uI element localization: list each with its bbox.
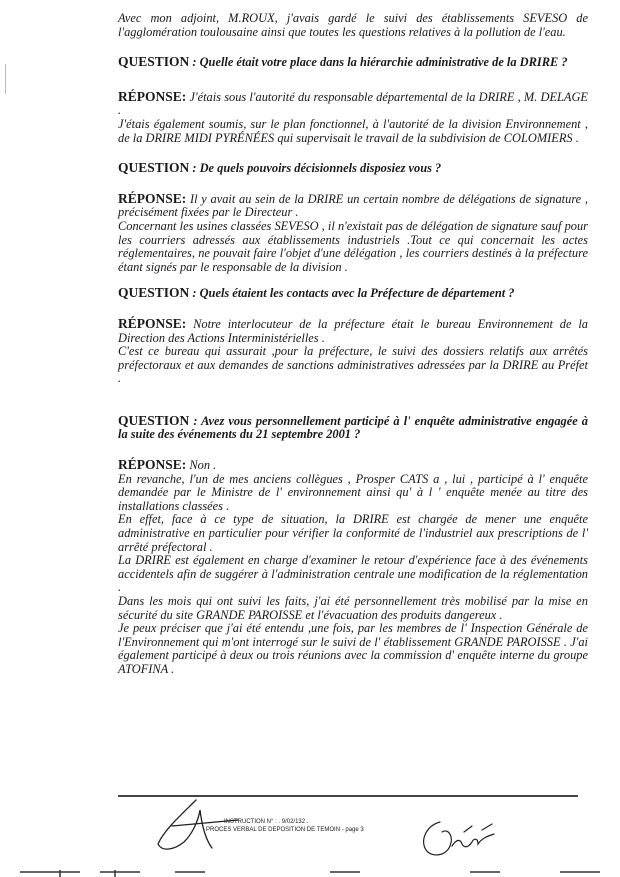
scan-edge-mark [5, 64, 6, 94]
answer-label: RÉPONSE: [118, 190, 187, 206]
answer-4-paragraph-5: Dans les mois qui ont suivi les faits, j'ai été personnellement très mobilisé par la mise en sécurité du site GRANDE PAROISSE et l'évacuation des produits dangereux . [118, 594, 588, 622]
answer-1-text-1: J'étais sous l'autorité du responsable départemental de la DRIRE , M. DELAGE . [118, 89, 588, 118]
witness-signature [412, 812, 512, 864]
intro-paragraph: Avec mon adjoint, M.ROUX, j'avais gardé le suivi des établissements SEVESO de l'agglomération toulousaine ainsi que toutes les questions relatives à la pollution de l'eau. [118, 11, 588, 39]
question-1-text: : Quelle était votre place dans la hiérarchie administrative de la DRIRE ? [189, 55, 568, 70]
answer-label: RÉPONSE: [118, 315, 187, 331]
answer-2-text-1: Il y avait au sein de la DRIRE un certain nombre de délégations de signature , précisément fixées par le Directeur . [118, 191, 588, 220]
answer-4-paragraph-3: En effet, face à ce type de situation, la DRIRE est chargée de mener une enquête administrative en particulier pour vérifier la conformité de l'industriel aux prescriptions de l' arrêté préfectoral . [118, 512, 588, 554]
question-label: QUESTION [118, 285, 190, 301]
answer-1-paragraph-2: J'étais également soumis, sur le plan fonctionnel, à l'autorité de la division Environnement , de la DRIRE MIDI PYRÉNÉES qui supervisait le travail de la subdivision de COLOMIERS . [118, 116, 588, 145]
question-label: QUESTION [118, 412, 190, 428]
answer-2-paragraph-1 [118, 192, 588, 220]
question-label: QUESTION [118, 54, 190, 70]
question-4 [118, 414, 588, 442]
answer-label: RÉPONSE: [118, 88, 187, 104]
scan-bottom-marks [0, 870, 620, 877]
answer-3-paragraph-1 [118, 317, 588, 345]
question-4-text: : Avez vous personnellement participé à l' enquête administrative engagée à la suite des événements du 21 septembre 2001 ? [118, 413, 588, 442]
answer-3-text-1: Notre interlocuteur de la préfecture était le bureau Environnement de la Direction des Actions Interministérielles . [118, 316, 588, 345]
question-2 [118, 161, 588, 176]
question-label: QUESTION [118, 160, 190, 176]
answer-4-paragraph-6: Je peux préciser que j'ai été entendu ,une fois, par les membres de l' Inspection Générale de l'Environnement qui m'ont interrogé sur le suivi de l' établissement GRANDE PAROISSE . J'ai également participé à deux ou trois réunions avec la commission d' enquête interne du groupe ATOFINA . [118, 621, 588, 676]
instruction-number: INSTRUCTION N° : . 9/02/132 . [224, 819, 309, 825]
proces-verbal-caption: PROCES VERBAL DE DEPOSITION DE TEMOIN - page 3 [206, 827, 364, 833]
question-3-text: : Quels étaient les contacts avec la Préfecture de département ? [189, 286, 515, 301]
answer-4-paragraph-1 [118, 458, 588, 473]
answer-4-paragraph-4: La DRIRE est également en charge d'examiner le retour d'expérience face à des événements accidentels afin de suggérer à l'administration centrale une modification de la réglementation . [118, 553, 588, 595]
deposition-body [118, 12, 588, 677]
document-footer [206, 818, 406, 834]
answer-1-paragraph-1 [118, 90, 588, 118]
question-3 [118, 286, 588, 301]
answer-4-text-1: Non . [186, 458, 217, 473]
question-2-text: : De quels pouvoirs décisionnels disposiez vous ? [189, 161, 442, 176]
answer-4-paragraph-2: En revanche, l'un de mes anciens collègues , Prosper CATS a , lui , participé à l' enquête demandée par le Ministre de l' environnement ainsi qu' à l ' enquête menée au titre des installations classées . [118, 471, 588, 513]
answer-2-paragraph-2: Concernant les usines classées SEVESO , il n'existait pas de délégation de signature sauf pour les courriers adressés aux établissements industriels .Tout ce qui concernait les actes réglementaires, ne pouvait faire l'objet d'une délégation , les courriers destinés à la préfecture étant signés par le responsable de la division . [118, 218, 588, 274]
question-1 [118, 55, 588, 70]
answer-3-paragraph-2: C'est ce bureau qui assurait ,pour la préfecture, le suivi des dossiers relatifs aux arrêtés préfectoraux et aux demandes de sanctions administratives adressées par la DRIRE au Préfet . [118, 344, 588, 386]
answer-label: RÉPONSE: [118, 457, 187, 473]
